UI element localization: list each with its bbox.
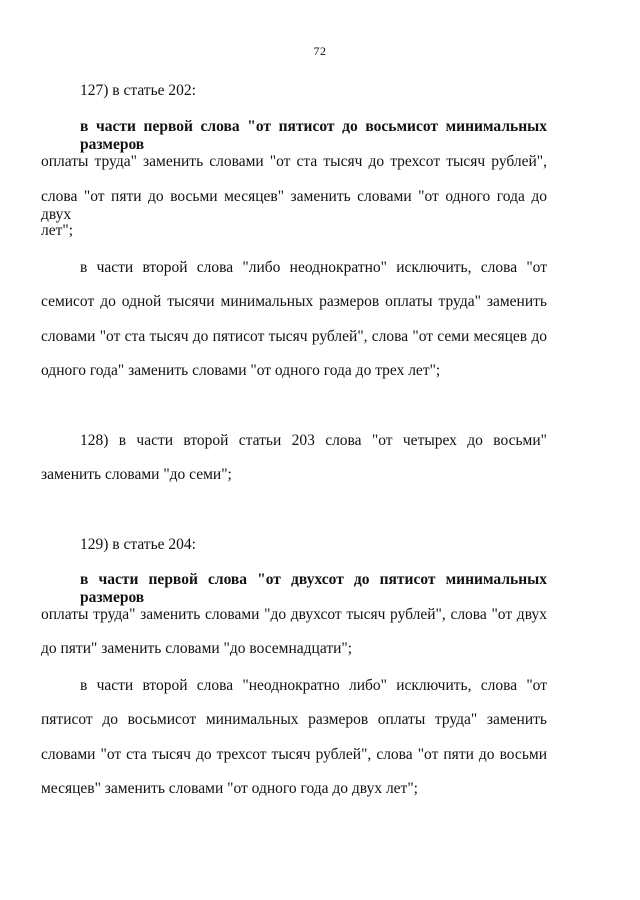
- section-129-p1-line2: оплаты труда" заменить словами "до двухсот тысяч рублей", слова "от двух: [41, 606, 547, 623]
- section-128-line2: заменить словами "до семи";: [41, 466, 232, 483]
- section-129-p2-line2: пятисот до восьмисот минимальных размеров оплаты труда" заменить: [41, 711, 547, 728]
- page-number: 72: [313, 44, 327, 58]
- section-129-p2-line4: месяцев" заменить словами "от одного года до двух лет";: [41, 780, 418, 797]
- section-127-p2-line3: словами "от ста тысяч до пятисот тысяч рублей", слова "от семи месяцев до: [41, 328, 547, 345]
- section-129-p1-line1: в части первой слова "от двухсот до пятисот минимальных размеров: [80, 571, 547, 606]
- section-127-p2-line1: в части второй слова "либо неоднократно" исключить, слова "от: [80, 259, 547, 276]
- section-129-heading: 129) в статье 204:: [80, 536, 196, 553]
- section-129-p2-line3: словами "от ста тысяч до трехсот тысяч рублей", слова "от пяти до восьми: [41, 746, 547, 763]
- section-127-p1-line1: в части первой слова "от пятисот до восьмисот минимальных размеров: [80, 118, 547, 153]
- section-129-p2-line1: в части второй слова "неоднократно либо" исключить, слова "от: [80, 677, 547, 694]
- section-127-p1-line3: слова "от пяти до восьми месяцев" заменить словами "от одного года до двух: [41, 188, 547, 223]
- section-129-p1-line3: до пяти" заменить словами "до восемнадцати";: [41, 640, 353, 657]
- section-127-p2-line4: одного года" заменить словами "от одного года до трех лет";: [41, 362, 441, 379]
- section-127-p1-line2: оплаты труда" заменить словами "от ста тысяч до трехсот тысяч рублей",: [41, 153, 547, 170]
- section-128-line1: 128) в части второй статьи 203 слова "от четырех до восьми": [80, 432, 547, 449]
- section-127-p1-line4: лет";: [41, 222, 74, 239]
- section-127-heading: 127) в статье 202:: [80, 82, 196, 99]
- section-127-p2-line2: семисот до одной тысячи минимальных размеров оплаты труда" заменить: [41, 293, 547, 310]
